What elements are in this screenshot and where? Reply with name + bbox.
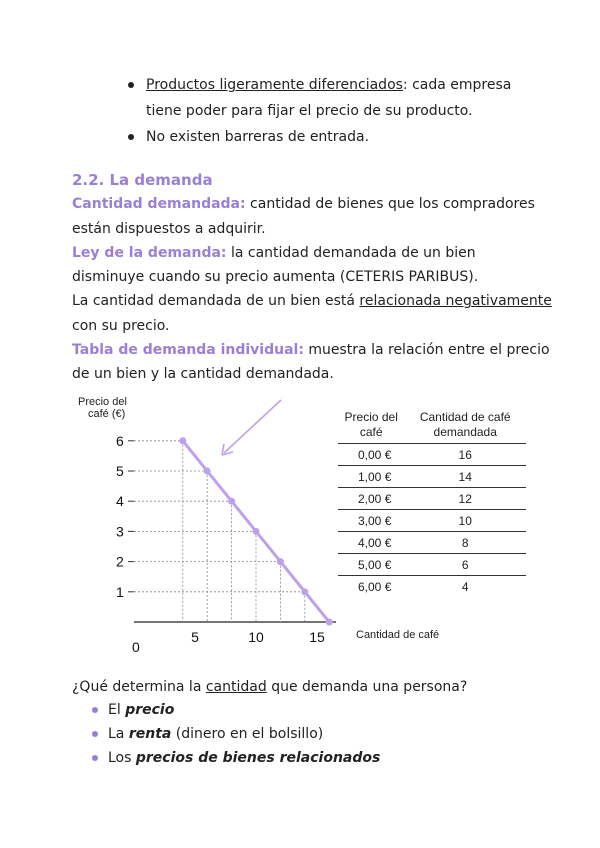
emphasis: renta [128,726,172,742]
quantity-cell: 16 [404,444,526,466]
y-tick-label: 3 [116,523,124,540]
y-tick-label: 6 [116,432,124,449]
definition-text: muestra la relación entre el precio de un bien y la cantidad demandada. [72,342,550,383]
list-item [92,722,380,746]
definition-term: Cantidad demandada: [72,196,246,213]
price-cell: 5,00 € [338,554,404,576]
underlined-phrase: relacionada negativamente [359,293,552,310]
table-header-quantity: Cantidad de café demandada [404,410,526,444]
definition-term: Ley de la demanda: [72,244,227,261]
question-text: que demanda una persona? [266,679,468,695]
y-tick-label: 1 [116,583,124,600]
list-item [128,72,548,124]
x-tick-label: 15 [309,629,325,645]
table-row [338,510,526,532]
price-cell: 0,00 € [338,444,404,466]
y-tick-label: 5 [116,463,124,479]
emphasis: precios de bienes relacionados [135,750,381,766]
quantity-cell: 10 [404,510,526,532]
y-axis-title-line1: Precio del [78,396,127,408]
data-point [228,498,235,505]
data-point [179,437,186,444]
price-cell: 4,00 € [338,532,404,554]
price-cell: 3,00 € [338,510,404,532]
y-tick-label: 4 [116,493,124,510]
definition-text: cantidad de bienes que los compradores están dispuestos a adquirir. [72,196,535,237]
quantity-cell: 6 [404,554,526,576]
emphasis: precio [125,702,175,718]
list-item-text: Los [108,750,136,766]
origin-label: 0 [132,639,140,655]
guide-lines [134,441,305,622]
data-point [277,558,284,565]
x-axis-title: Cantidad de café [356,629,440,641]
demand-determinants-list [92,698,380,770]
quantity-cell: 12 [404,488,526,510]
y-axis-title-line2: café (€) [88,408,126,420]
table-row [338,554,526,576]
list-item-text: El [108,702,126,718]
table-row [338,576,526,598]
table-row [338,444,526,466]
y-tick-label: 2 [116,553,124,570]
list-item-text: La [108,726,129,742]
negative-relation-paragraph [72,289,552,338]
list-item [92,698,380,722]
table-row [338,532,526,554]
quantity-cell: 4 [461,579,469,594]
paragraph-text: La cantidad demandada de un bien está [72,293,360,310]
paragraph-text: con su precio. [72,317,170,334]
data-point [253,528,260,535]
table-header-price: Precio del café [338,410,404,444]
demand-section [72,168,552,387]
price-cell: 1,00 € [338,466,404,488]
axis-ticks [116,433,325,645]
definition-text: la cantidad demandada de un bien disminuye cuando su precio aumenta (CETERIS PARIBUS). [72,244,479,286]
section-heading: 2.2. La demanda [72,171,213,189]
definition-law-of-demand [72,241,552,290]
price-cell: 2,00 € [338,488,404,510]
underlined-term: Productos ligeramente diferenciados [146,77,403,93]
list-item-text: (dinero en el bolsillo) [171,726,324,742]
definition-term: Tabla de demanda individual: [72,342,304,359]
price-cell: 6,00 € [358,579,392,594]
quantity-cell: 8 [404,532,526,554]
data-point [326,619,333,626]
list-item [128,124,548,150]
arrow-shaft [224,400,281,453]
data-point [301,588,308,595]
x-tick-label: 5 [191,629,199,645]
quantity-cell: 14 [404,466,526,488]
table-row [338,488,526,510]
list-item [92,746,380,770]
data-point [204,468,211,475]
definition-quantity-demanded [72,192,552,241]
question-paragraph [72,676,467,698]
list-item-text: : cada empresa tiene poder para fijar el precio de su producto. [146,77,512,119]
demand-table [338,410,526,597]
underlined-word: cantidad [205,679,267,695]
x-tick-label: 10 [248,629,264,645]
market-features-list [128,72,548,150]
question-text: ¿Qué determina la [72,679,206,695]
table-row [338,466,526,488]
list-item-text: No existen barreras de entrada. [146,129,370,145]
